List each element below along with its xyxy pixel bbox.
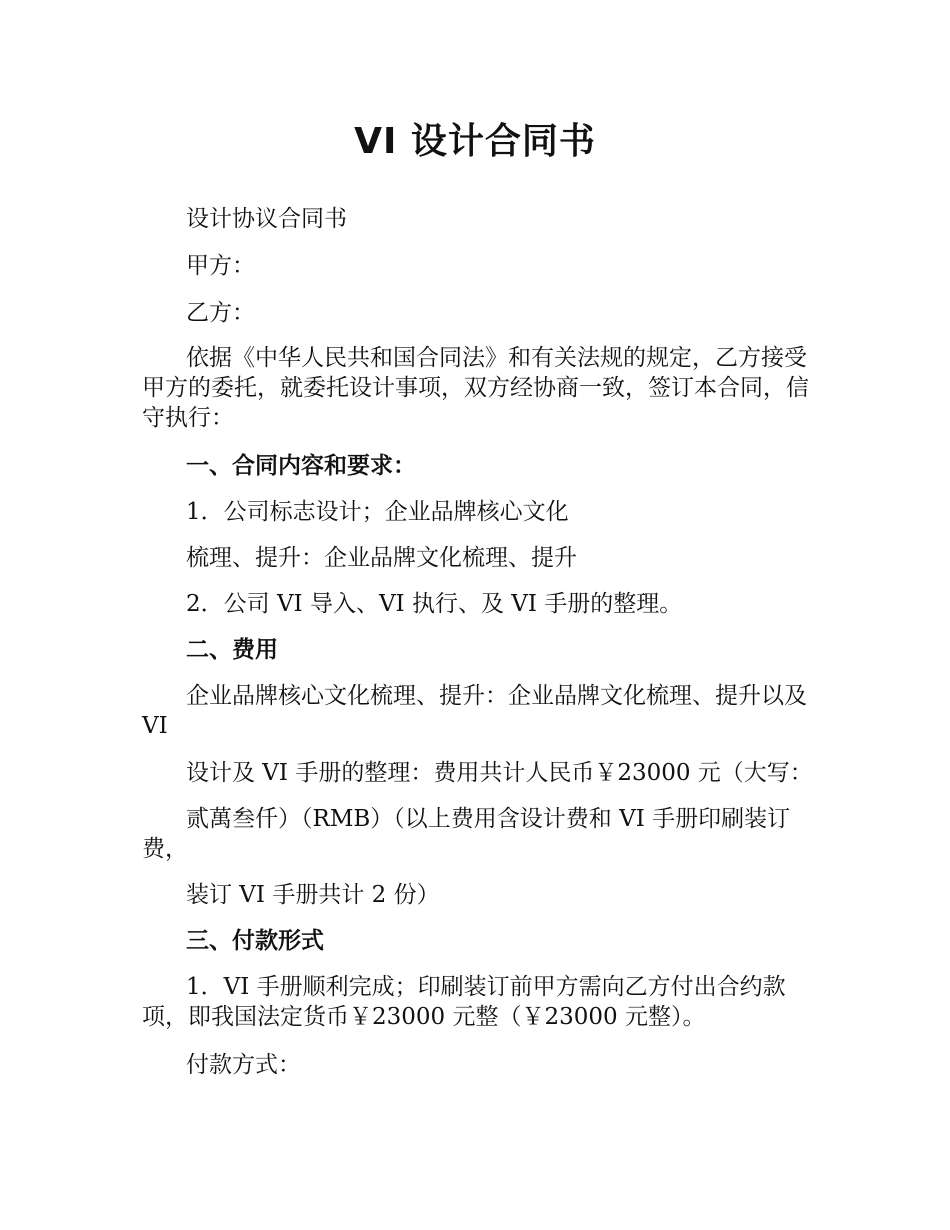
- section-heading-contract-content: 一、合同内容和要求：: [186, 453, 416, 479]
- paragraph-fees-2: 设计及 VI 手册的整理：费用共计人民币￥23000 元（大写：: [186, 760, 813, 786]
- paragraph-item-1: 1．公司标志设计；企业品牌核心文化: [186, 499, 569, 525]
- paragraph-preamble: 依据《中华人民共和国合同法》和有关法规的规定，乙方接受甲方的委托，就委托设计事项，双方经协商一致，签订本合同，信守执行：: [142, 345, 809, 431]
- paragraph-item-1-cont: 梳理、提升：企业品牌文化梳理、提升: [186, 545, 577, 571]
- section-heading-fees: 二、费用: [186, 637, 278, 663]
- paragraph-fees-1: 企业品牌核心文化梳理、提升：企业品牌文化梳理、提升以及 VI: [142, 683, 807, 739]
- paragraph-fees-4: 装订 VI 手册共计 2 份）: [186, 882, 440, 908]
- paragraph-item-2: 2．公司 VI 导入、VI 执行、及 VI 手册的整理。: [186, 591, 683, 617]
- paragraph-party-b: 乙方：: [186, 300, 255, 326]
- paragraph-fees-3: 贰萬叁仟）（RMB）（以上费用含设计费和 VI 手册印刷装订费，: [142, 806, 791, 862]
- paragraph-party-a: 甲方：: [186, 253, 255, 279]
- paragraph-subtitle: 设计协议合同书: [186, 206, 347, 232]
- paragraph-payment-method: 付款方式：: [186, 1052, 301, 1078]
- document-title: VI 设计合同书: [354, 121, 596, 162]
- paragraph-payment-1: 1．VI 手册顺利完成；印刷装订前甲方需向乙方付出合约款项，即我国法定货币￥23000 元整（￥23000 元整）。: [142, 974, 786, 1030]
- section-heading-payment: 三、付款形式: [186, 928, 324, 954]
